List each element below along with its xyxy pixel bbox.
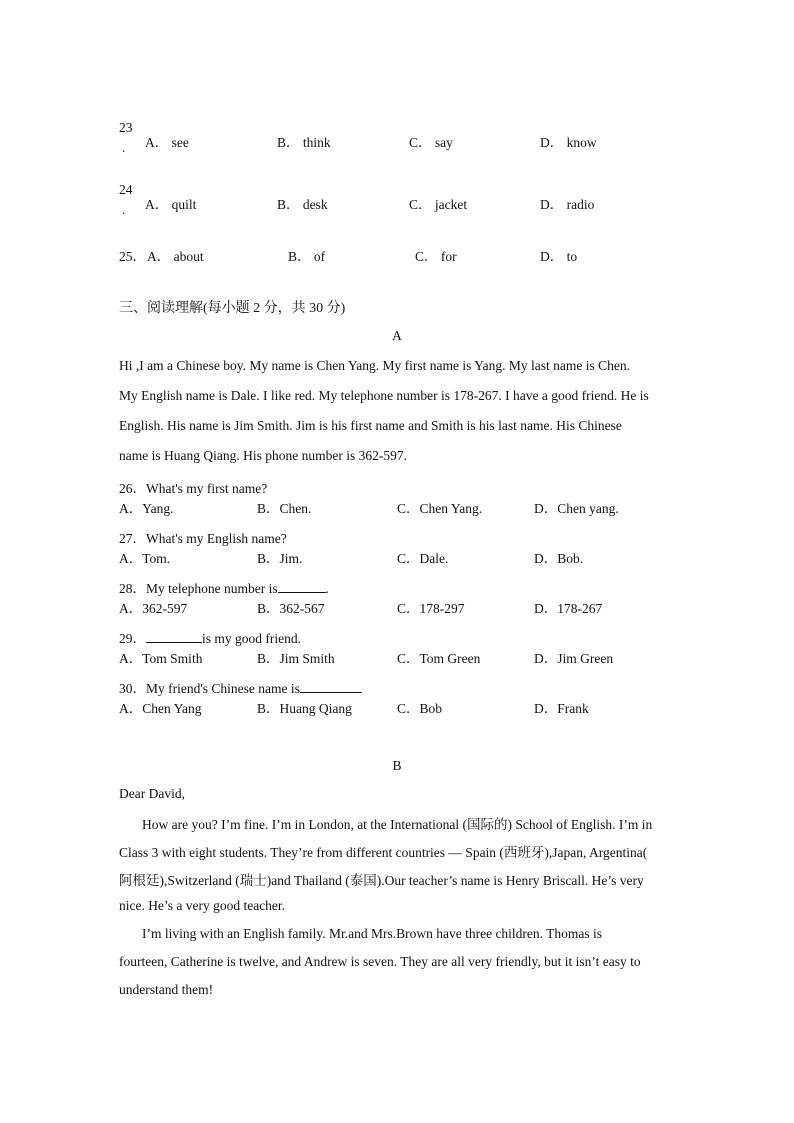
option-d: D．Jim Green xyxy=(534,651,614,666)
option-d: D．Chen yang. xyxy=(534,501,619,516)
passage-b-line: 阿根廷),Switzerland (瑞士)and Thailand (泰国).Our teacher’s name is Henry Briscall. He’s very xyxy=(119,873,644,888)
answer-blank xyxy=(300,680,362,693)
option-b: B．Chen. xyxy=(257,501,312,516)
passage-b-line: How are you? I’m fine. I’m in London, at the International (国际的) School of English. I’m in xyxy=(142,817,653,832)
option-d: D．178-267 xyxy=(534,601,603,616)
question-number: 24 xyxy=(119,182,133,197)
option-a: A．Yang. xyxy=(119,501,174,516)
option-d: D． radio xyxy=(540,197,595,212)
passage-a-line: English. His name is Jim Smith. Jim is his first name and Smith is his last name. His Chinese xyxy=(119,418,622,433)
section-title: 三、阅读理解(每小题 2 分，共 30 分) xyxy=(119,301,346,316)
question-number-dot: . xyxy=(122,140,126,155)
passage-a-line: name is Huang Qiang. His phone number is 362-597. xyxy=(119,448,407,463)
question-stem: 27．What's my English name? xyxy=(119,531,287,546)
option-a: A．Tom Smith xyxy=(119,651,203,666)
option-b: B． desk xyxy=(277,197,328,212)
question-stem-text: 28．My telephone number is xyxy=(119,581,278,596)
option-c: C． for xyxy=(415,249,457,264)
question-number: 25． xyxy=(119,249,146,264)
passage-b-line: Class 3 with eight students. They’re from different countries — Spain (西班牙),Japan, Argentina( xyxy=(119,845,648,860)
passage-b-line: understand them! xyxy=(119,982,214,997)
passage-a-line: My English name is Dale. I like red. My telephone number is 178-267. I have a good friend. He is xyxy=(119,388,649,403)
option-a: A．362-597 xyxy=(119,601,188,616)
option-a: A． quilt xyxy=(145,197,197,212)
option-d: D．Bob. xyxy=(534,551,584,566)
option-c: C．178-297 xyxy=(397,601,465,616)
answer-blank xyxy=(146,630,202,643)
option-c: C．Dale. xyxy=(397,551,449,566)
option-a: A． see xyxy=(145,135,189,150)
option-a: A．Tom. xyxy=(119,551,171,566)
question-stem xyxy=(119,627,301,647)
option-d: D． to xyxy=(540,249,578,264)
option-b: B． think xyxy=(277,135,331,150)
option-c: C． say xyxy=(409,135,453,150)
question-stem xyxy=(119,677,362,697)
option-c: C．Chen Yang. xyxy=(397,501,483,516)
option-a: A．Chen Yang xyxy=(119,701,202,716)
passage-a-label: A xyxy=(392,328,402,343)
option-d: D． know xyxy=(540,135,597,150)
question-stem-text: is my good friend. xyxy=(202,631,301,646)
question-stem: 26．What's my first name? xyxy=(119,481,268,496)
option-a: A． about xyxy=(147,249,204,264)
question-stem-text: 30．My friend's Chinese name is xyxy=(119,681,300,696)
option-b: B．Huang Qiang xyxy=(257,701,352,716)
passage-a-line: Hi ,I am a Chinese boy. My name is Chen Yang. My first name is Yang. My last name is Chen. xyxy=(119,358,630,373)
question-stem-text: . xyxy=(325,581,329,596)
question-number: 23 xyxy=(119,120,133,135)
option-d: D．Frank xyxy=(534,701,589,716)
passage-b-line: fourteen, Catherine is twelve, and Andrew is seven. They are all very friendly, but it isn’t easy to xyxy=(119,954,641,969)
option-c: C．Bob xyxy=(397,701,443,716)
option-b: B． of xyxy=(288,249,326,264)
option-c: C．Tom Green xyxy=(397,651,481,666)
passage-b-line: nice. He’s a very good teacher. xyxy=(119,898,286,913)
option-b: B．Jim. xyxy=(257,551,303,566)
option-c: C． jacket xyxy=(409,197,468,212)
answer-blank xyxy=(278,580,326,593)
option-b: B．Jim Smith xyxy=(257,651,335,666)
question-stem-text: 29． xyxy=(119,631,146,646)
question-number-dot: . xyxy=(122,202,126,217)
question-stem xyxy=(119,577,329,597)
passage-b-line: I’m living with an English family. Mr.and Mrs.Brown have three children. Thomas is xyxy=(142,926,603,941)
option-b: B．362-567 xyxy=(257,601,325,616)
passage-b-label: B xyxy=(392,758,402,773)
letter-salutation: Dear David, xyxy=(119,786,185,801)
